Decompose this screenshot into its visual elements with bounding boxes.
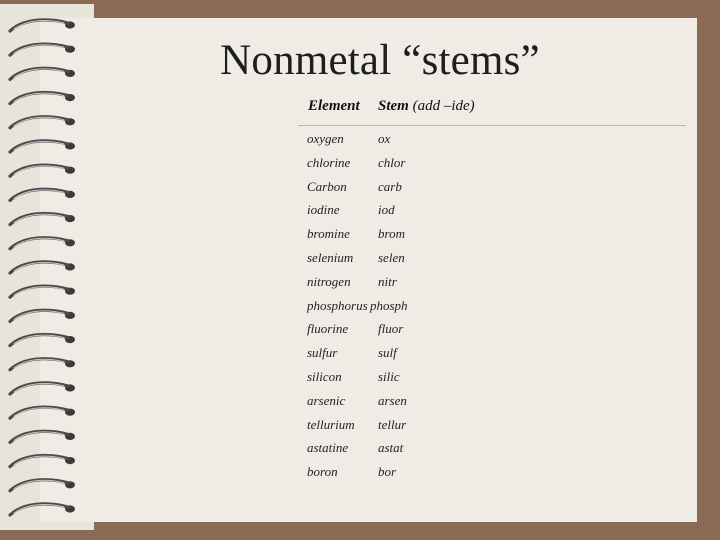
- table-row: [307, 369, 627, 393]
- header-stem: [378, 98, 475, 115]
- header-stem-word: Stem: [378, 98, 409, 114]
- element-cell: arsenic: [307, 392, 346, 408]
- header-element: Element: [308, 98, 360, 114]
- element-cell: phosphorus: [307, 297, 368, 313]
- stem-cell: ox: [378, 131, 391, 146]
- stem-cell: nitr: [378, 273, 397, 289]
- binding-ring: [10, 262, 75, 273]
- stem-cell: fluor: [378, 321, 404, 337]
- stem-cell: tellur: [378, 416, 407, 432]
- binding-ring: [10, 431, 75, 442]
- binding-ring: [10, 93, 75, 104]
- table-header: [308, 98, 608, 120]
- binding-ring: [10, 480, 75, 491]
- binding-ring: [10, 407, 75, 418]
- element-cell: boron: [307, 464, 338, 480]
- stem-cell: phosph: [370, 297, 408, 313]
- binding-ring: [10, 335, 75, 346]
- table-row: [307, 321, 627, 345]
- header-rule: [298, 125, 686, 126]
- table-row: [307, 440, 627, 464]
- element-cell: fluorine: [307, 321, 349, 337]
- stem-cell: carb: [378, 178, 402, 194]
- table-row: [307, 274, 627, 298]
- table-row: [307, 417, 627, 441]
- table-row: [307, 155, 627, 179]
- stem-cell: bor: [378, 464, 397, 480]
- binding-ring: [10, 359, 75, 370]
- stem-cell: selen: [378, 249, 405, 265]
- table-row: [307, 202, 627, 226]
- table-row: [307, 298, 627, 322]
- table-row: [307, 345, 627, 369]
- table-row: [307, 179, 627, 203]
- table-row: [307, 131, 627, 155]
- binding-ring: [10, 238, 75, 249]
- binding-ring: [10, 117, 75, 128]
- element-cell: iodine: [307, 202, 340, 218]
- element-cell: tellurium: [307, 416, 355, 432]
- binding-ring: [10, 504, 75, 515]
- header-stem-suffix: (add –ide): [408, 98, 475, 114]
- element-cell: selenium: [307, 249, 354, 265]
- stem-cell: iod: [378, 202, 395, 218]
- element-cell: sulfur: [307, 345, 338, 361]
- binding-ring: [10, 310, 75, 321]
- stem-cell: silic: [378, 368, 400, 384]
- binding-ring: [10, 286, 75, 297]
- binding-ring: [10, 141, 75, 152]
- element-cell: Carbon: [307, 178, 347, 194]
- binding-ring: [10, 214, 75, 225]
- element-cell: silicon: [307, 368, 342, 384]
- binding-ring: [10, 20, 75, 31]
- table-row: [307, 393, 627, 417]
- stem-cell: brom: [378, 226, 405, 242]
- stem-cell: chlor: [378, 154, 406, 170]
- binding-ring: [10, 165, 75, 176]
- binding-ring: [10, 189, 75, 200]
- stem-table-rows: [307, 131, 627, 488]
- stem-cell: sulf: [378, 345, 397, 361]
- binding-ring: [10, 383, 75, 394]
- table-row: [307, 250, 627, 274]
- stem-cell: astat: [378, 440, 404, 456]
- slide-title: Nonmetal “stems”: [220, 37, 540, 84]
- element-cell: chlorine: [307, 154, 351, 170]
- binding-ring: [10, 456, 75, 467]
- element-cell: astatine: [307, 440, 349, 456]
- spiral-binding-rings: [4, 14, 84, 524]
- table-row: [307, 464, 627, 488]
- element-cell: bromine: [307, 226, 350, 242]
- table-row: [307, 226, 627, 250]
- element-cell: oxygen: [307, 131, 344, 146]
- element-cell: nitrogen: [307, 273, 351, 289]
- stem-cell: arsen: [378, 392, 407, 408]
